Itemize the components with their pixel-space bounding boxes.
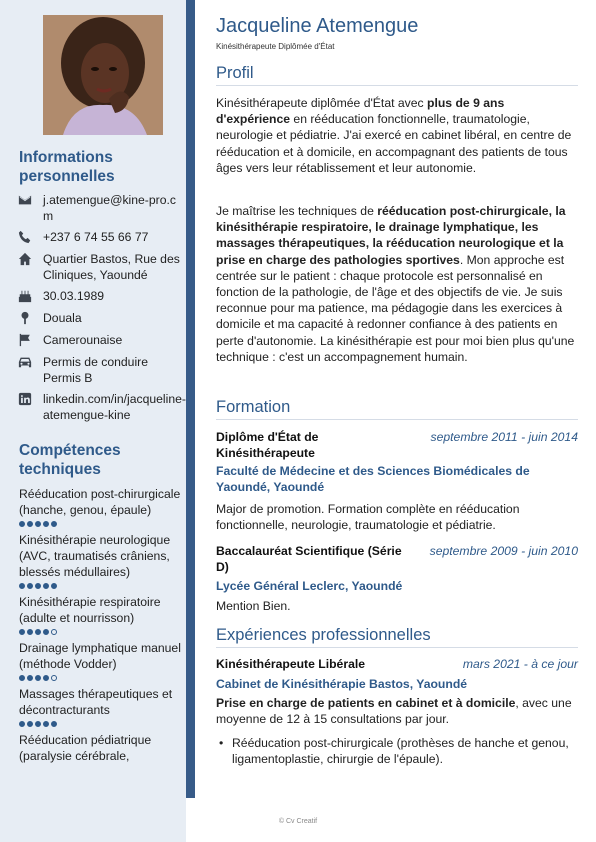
info-linkedin	[18, 391, 186, 423]
rating-dot-filled	[27, 721, 33, 727]
experience-company: Cabinet de Kinésithérapie Bastos, Yaoundé	[216, 677, 468, 691]
footer-credit: © Cv Creatif	[278, 818, 318, 825]
flag-icon	[18, 333, 34, 349]
rating-dot-filled	[35, 583, 41, 589]
experience-role: Kinésithérapeute Libérale	[216, 657, 366, 671]
rating-dot-filled	[51, 521, 57, 527]
skill-rating	[19, 720, 187, 728]
education-heading: Formation	[216, 398, 578, 420]
rating-dot-filled	[43, 675, 49, 681]
experience-date: mars 2021 - à ce jour	[462, 657, 578, 671]
rating-dot-filled	[19, 583, 25, 589]
rating-dot-filled	[35, 675, 41, 681]
rating-dot-filled	[19, 675, 25, 681]
education-degree: Baccalauréat Scientifique (Série D)	[216, 544, 402, 574]
skill-item	[19, 686, 187, 728]
profile-paragraph-1: Kinésithérapeute diplômée d'État avec plus de 9 ans d'expérience en rééducation fonctionnelle, traumatologie, neurologie et pédiatrie. J'ai exercé en cabinet libéral, en centre de rééducation et à domicile, en accompagnant des patients de tous âges vers leur rétablissement et leur autonomie.	[216, 96, 572, 175]
skills-list	[19, 486, 187, 768]
education-school: Faculté de Médecine et des Sciences Biomédicales de Yaoundé, Yaoundé	[216, 464, 530, 494]
info-birthdate	[18, 288, 186, 305]
home-icon	[18, 252, 34, 268]
linkedin-text[interactable]: linkedin.com/in/jacqueline-atemengue-kine	[43, 392, 186, 422]
info-phone	[18, 229, 186, 246]
phone-icon	[18, 230, 34, 246]
email-text[interactable]: j.atemengue@kine-pro.cm	[43, 193, 176, 223]
experience-bullet: • Rééducation post-chirurgicale (prothèses de hanche et genou, ligamentoplastie, chirurgie de l'épaule).	[216, 735, 578, 767]
education-description: Mention Bien.	[216, 599, 291, 613]
education-entry-2-header	[216, 543, 578, 575]
location-pin-icon	[18, 311, 34, 327]
experience-description: Prise en charge de patients en cabinet et à domicile, avec une moyenne de 12 à 15 consultations par jour.	[216, 696, 572, 726]
skill-item	[19, 732, 187, 764]
experience-heading: Expériences professionnelles	[216, 626, 578, 648]
rating-dot-empty	[51, 675, 57, 681]
rating-dot-filled	[51, 583, 57, 589]
skill-rating	[19, 582, 187, 590]
rating-dot-filled	[27, 521, 33, 527]
profile-paragraph-2: Je maîtrise les techniques de rééducation post-chirurgicale, la kinésithérapie respiratoire, le drainage lymphatique, les massages thérapeutiques, la rééducation neurologique et la prise en charge des pathologies sportives. Mon approche est centrée sur le patient : chaque protocole est personnalisé en fonction de la pathologie, de l'âge et des objectifs de vie. Je suis reconnue pour ma patience, ma pédagogie dans les exercices à domicile et ma capacité à redonner confiance à des patients en perte d'autonomie. La kinésithérapie est pour moi bien plus qu'une technique : c'est un accompagnement humain.	[216, 204, 575, 364]
skill-name: Rééducation pédiatrique (paralysie cérébrale,	[19, 733, 152, 763]
education-date: septembre 2009 - juin 2010	[429, 544, 578, 558]
info-nationality	[18, 332, 186, 349]
personal-info-heading: Informations personnelles	[19, 149, 115, 185]
skill-rating	[19, 628, 187, 636]
rating-dot-filled	[27, 583, 33, 589]
education-degree: Diplôme d'État de Kinésithérapeute	[216, 430, 319, 460]
rating-dot-filled	[43, 521, 49, 527]
email-icon	[18, 193, 34, 209]
rating-dot-filled	[43, 583, 49, 589]
linkedin-icon	[18, 392, 34, 408]
rating-dot-filled	[43, 629, 49, 635]
info-email	[18, 192, 186, 224]
candidate-title: Kinésithérapeute Diplômée d'État	[216, 42, 335, 51]
experience-entry-1-header	[216, 656, 578, 672]
skill-rating	[19, 520, 187, 528]
skill-item	[19, 640, 187, 682]
birthday-cake-icon	[18, 289, 34, 305]
experience-bullets	[216, 735, 578, 767]
info-address	[18, 251, 186, 283]
profile-photo	[43, 15, 163, 135]
car-icon	[18, 355, 34, 371]
birthdate-text: 30.03.1989	[43, 289, 104, 303]
skill-rating	[19, 674, 187, 682]
skill-name: Rééducation post-chirurgicale (hanche, genou, épaule)	[19, 487, 181, 517]
sidebar-accent-stripe	[186, 0, 195, 798]
info-driving-license	[18, 354, 186, 386]
driving-license-text: Permis de conduire Permis B	[43, 355, 148, 385]
phone-text[interactable]: +237 6 74 55 66 77	[43, 230, 149, 244]
info-birthplace	[18, 310, 186, 327]
skill-item	[19, 594, 187, 636]
rating-dot-filled	[35, 721, 41, 727]
skill-item	[19, 486, 187, 528]
rating-dot-filled	[19, 721, 25, 727]
candidate-name: Jacqueline Atemengue	[216, 15, 419, 37]
skill-item	[19, 532, 187, 590]
skill-name: Drainage lymphatique manuel (méthode Vodder)	[19, 641, 181, 671]
rating-dot-filled	[35, 629, 41, 635]
education-school: Lycée Général Leclerc, Yaoundé	[216, 579, 403, 593]
skill-name: Massages thérapeutiques et décontracturants	[19, 687, 173, 717]
skills-heading: Compétences techniques	[19, 442, 121, 478]
portrait-image	[43, 15, 163, 135]
skill-name: Kinésithérapie respiratoire (adulte et nourrisson)	[19, 595, 161, 625]
nationality-text: Camerounaise	[43, 333, 123, 347]
address-text: Quartier Bastos, Rue des Cliniques, Yaoundé	[43, 252, 180, 282]
rating-dot-filled	[27, 629, 33, 635]
skill-name: Kinésithérapie neurologique (AVC, traumatisés crâniens, blessés médullaires)	[19, 533, 171, 579]
rating-dot-filled	[51, 721, 57, 727]
rating-dot-filled	[43, 721, 49, 727]
education-entry-1-header	[216, 429, 578, 461]
rating-dot-filled	[35, 521, 41, 527]
rating-dot-empty	[51, 629, 57, 635]
rating-dot-filled	[19, 629, 25, 635]
education-description: Major de promotion. Formation complète en rééducation fonctionnelle, neurologie, traumatologie et pédiatrie.	[216, 502, 520, 532]
birthplace-text: Douala	[43, 311, 82, 325]
rating-dot-filled	[27, 675, 33, 681]
rating-dot-filled	[19, 521, 25, 527]
education-date: septembre 2011 - juin 2014	[430, 430, 578, 444]
profile-heading: Profil	[216, 64, 578, 86]
personal-info-list	[18, 192, 186, 428]
